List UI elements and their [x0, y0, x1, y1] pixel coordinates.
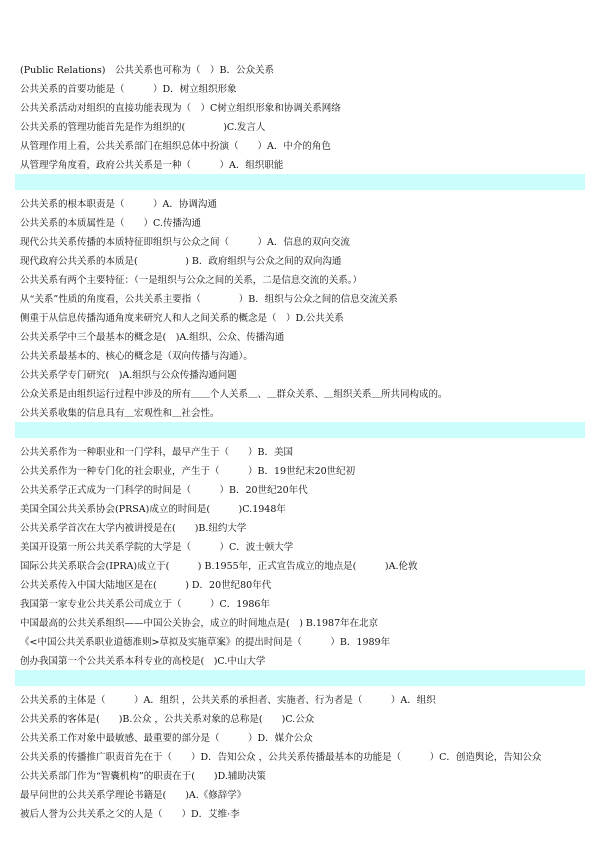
question-line: 美国开设第一所公共关系学院的大学是（ ）C．波士顿大学	[20, 542, 294, 553]
question-line: 侧重于从信息传播沟通角度来研究人和人之间关系的概念是（ ）D.公共关系	[20, 313, 344, 324]
question-line: 公共关系的首要功能是（ ）D．树立组织形象	[20, 84, 237, 95]
question-line: 公共关系的主体是（ ）A．组织 ，公共关系的承担者、实施者、行为者是（ ）A．组织	[20, 695, 436, 706]
question-line: 公共关系的客体是( )B.公众 ，公共关系对象的总称是( )C.公众	[20, 714, 315, 725]
question-line: 公共关系学首次在大学内被讲授是在( )B.纽约大学	[20, 523, 247, 534]
question-line: 国际公共关系联合会(IPRA)成立于( ) B.1955年，正式宣告成立的地点是( )A.伦敦	[20, 561, 418, 572]
question-line: 公共关系活动对组织的直接功能表现为（ ）C树立组织形象和协调关系网络	[20, 103, 341, 114]
question-line: 《<中国公共关系职业道德准则>草拟及实施草案》的提出时间是（ ）B．1989年	[20, 637, 391, 648]
question-line: 公共关系收集的信息具有＿宏观性和＿社会性。	[20, 408, 220, 419]
question-line: 美国全国公共关系协会(PRSA)成立的时间是( )C.1948年	[20, 504, 286, 515]
question-line: 创办我国第一个公共关系本科专业的高校是( )C.中山大学	[20, 656, 266, 667]
question-line: 公共关系的管理功能首先是作为组织的( )C.发言人	[20, 122, 266, 133]
question-line: 公共关系的根本职责是（ ）A．协调沟通	[20, 199, 217, 210]
question-line: 现代公共关系传播的本质特征即组织与公众之间（ ）A．信息的双向交流	[20, 237, 350, 248]
question-line: 公共关系学中三个最基本的概念是( )A.组织、公众、传播沟通	[20, 332, 285, 343]
question-line: 公共关系的本质属性是（ ）C.传播沟通	[20, 218, 201, 229]
question-line: 从管理作用上看，公共关系部门在组织总体中扮演（ ）A．中介的角色	[20, 141, 331, 152]
question-line: 从管理学角度看，政府公共关系是一种（ ）A．组织职能	[20, 160, 284, 171]
question-line: 被后人誉为公共关系之父的人是（ ）D．艾维·李	[20, 809, 240, 820]
question-line: 公共关系学正式成为一门科学的时间是（ ）B．20世纪20年代	[20, 485, 308, 496]
question-line: 中国最高的公共关系组织——中国公关协会，成立的时间地点是( ) B.1987年在北京	[20, 618, 379, 629]
question-line: 公共关系工作对象中最敏感、最重要的部分是（ ）D．媒介公众	[20, 733, 313, 744]
question-line: 公共关系学专门研究( )A.组织与公众传播沟通问题	[20, 370, 237, 381]
section-divider	[15, 174, 585, 190]
question-line: 公共关系作为一种职业和一门学科，最早产生于（ ）B．美国	[20, 447, 293, 458]
question-line: 现代政府公共关系的本质是( ) B．政府组织与公众之间的双向沟通	[20, 256, 342, 267]
question-line: 最早问世的公共关系学理论书籍是( )A.《修辞学》	[20, 790, 247, 801]
question-line: (Public Relations) 公共关系也可称为（ ）B．公众关系	[20, 65, 274, 76]
question-line: 我国第一家专业公共关系公司成立于（ ）C．1986年	[20, 599, 270, 610]
question-line: 从“关系”性质的角度看，公共关系主要指（ ）B．组织与公众之间的信息交流关系	[20, 294, 398, 305]
question-line: 公共关系传入中国大陆地区是在( ) D．20世纪80年代	[20, 580, 272, 591]
question-line: 公共关系部门作为“智囊机构”的职责在于( )D.辅助决策	[20, 771, 266, 782]
question-line: 公共关系作为一种专门化的社会职业，产生于（ ）B．19世纪末20世纪初	[20, 466, 356, 477]
question-line: 公共关系最基本的、核心的概念是（双向传播与沟通）。	[20, 351, 253, 362]
question-line: 公共关系的传播推广职责首先在于（ ）D．告知公众 ，公共关系传播最基本的功能是（ ）C．创造舆论，告知公众	[20, 752, 542, 763]
section-divider	[15, 422, 585, 438]
question-line: 公共关系有两个主要特征：（一是组织与公众之间的关系，二是信息交流的关系。）	[20, 275, 363, 286]
question-line: 公众关系是由组织运行过程中涉及的所有＿＿个人关系＿、＿群众关系、＿组织关系＿所共同构成的。	[20, 389, 448, 400]
section-divider	[15, 670, 585, 686]
